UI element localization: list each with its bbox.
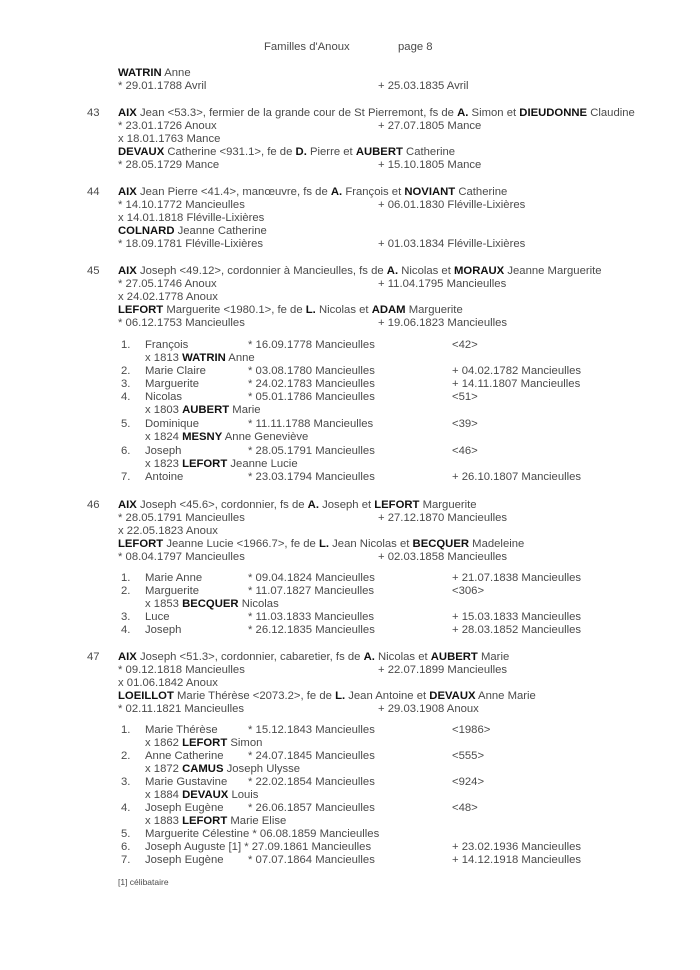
child-name: Dominique xyxy=(145,418,200,430)
child-number: 4. xyxy=(121,391,131,403)
spouse-line: LEFORT Marguerite <1980.1>, fe de L. Nicolas et ADAM Marguerite xyxy=(118,304,463,316)
child-name: Marie Thérèse xyxy=(145,724,218,736)
child-name-and-birth: Joseph Auguste [1] * 27.09.1861 Mancieulles xyxy=(145,841,372,853)
child-death: + 14.11.1807 Mancieulles xyxy=(452,378,581,390)
child-marriage: x 1823 LEFORT Jeanne Lucie xyxy=(145,458,298,470)
child-number: 7. xyxy=(121,471,131,483)
marriage: x 01.06.1842 Anoux xyxy=(118,677,218,689)
head-birth: * 14.10.1772 Mancieulles xyxy=(118,199,245,211)
child-birth: * 05.01.1786 Mancieulles xyxy=(248,391,375,403)
spouse-birth: * 02.11.1821 Mancieulles xyxy=(118,703,245,715)
child-birth: * 11.03.1833 Mancieulles xyxy=(248,611,375,623)
child-number: 6. xyxy=(121,841,131,853)
child-death: + 26.10.1807 Mancieulles xyxy=(452,471,582,483)
head-death: + 11.04.1795 Mancieulles xyxy=(378,278,507,290)
child-number: 3. xyxy=(121,611,131,623)
child-number: 7. xyxy=(121,854,131,866)
head-line: AIX Joseph <51.3>, cordonnier, cabaretier, fs de A. Nicolas et AUBERT Marie xyxy=(118,651,510,663)
child-marriage: x 1884 DEVAUX Louis xyxy=(145,789,259,801)
child-birth: * 11.11.1788 Mancieulles xyxy=(248,418,374,430)
child-marriage: x 1803 AUBERT Marie xyxy=(145,404,261,416)
marriage: x 14.01.1818 Fléville-Lixières xyxy=(118,212,265,224)
child-number: 2. xyxy=(121,750,131,762)
head-death: + 27.07.1805 Mance xyxy=(378,120,482,132)
prelude-death: + 25.03.1835 Avril xyxy=(378,80,469,92)
head-death: + 27.12.1870 Mancieulles xyxy=(378,512,508,524)
child-name: Joseph Eugène xyxy=(145,802,224,814)
child-birth: * 26.12.1835 Mancieulles xyxy=(248,624,375,636)
page-number: page 8 xyxy=(398,41,433,53)
head-line: AIX Jean Pierre <41.4>, manœuvre, fs de A. François et NOVIANT Catherine xyxy=(118,186,508,198)
child-name: Luce xyxy=(145,611,170,623)
child-birth: * 09.04.1824 Mancieulles xyxy=(248,572,375,584)
head-birth: * 23.01.1726 Anoux xyxy=(118,120,217,132)
spouse-death: + 02.03.1858 Mancieulles xyxy=(378,551,508,563)
child-number: 1. xyxy=(121,724,131,736)
child-death: + 15.03.1833 Mancieulles xyxy=(452,611,582,623)
child-ref: <48> xyxy=(452,802,478,814)
child-marriage: x 1883 LEFORT Marie Elise xyxy=(145,815,287,827)
entry-number: 43 xyxy=(87,107,100,119)
spouse-line: LEFORT Jeanne Lucie <1966.7>, fe de L. Jean Nicolas et BECQUER Madeleine xyxy=(118,538,525,550)
head-birth: * 09.12.1818 Mancieulles xyxy=(118,664,245,676)
entry-number: 47 xyxy=(87,651,100,663)
spouse-death: + 19.06.1823 Mancieulles xyxy=(378,317,508,329)
child-ref: <51> xyxy=(452,391,478,403)
child-number: 2. xyxy=(121,365,131,377)
head-birth: * 27.05.1746 Anoux xyxy=(118,278,217,290)
child-number: 4. xyxy=(121,802,131,814)
prelude-spouse-name: WATRIN Anne xyxy=(118,67,191,79)
child-birth: * 23.03.1794 Mancieulles xyxy=(248,471,375,483)
child-name: Joseph xyxy=(145,624,182,636)
spouse-death: + 29.03.1908 Anoux xyxy=(378,703,479,715)
child-name: Antoine xyxy=(145,471,184,483)
child-number: 5. xyxy=(121,828,131,840)
child-marriage: x 1872 CAMUS Joseph Ulysse xyxy=(145,763,301,775)
child-ref: <39> xyxy=(452,418,478,430)
child-death: + 14.12.1918 Mancieulles xyxy=(452,854,582,866)
child-marriage: x 1813 WATRIN Anne xyxy=(145,352,255,364)
spouse-birth: * 08.04.1797 Mancieulles xyxy=(118,551,245,563)
child-name: Marie Anne xyxy=(145,572,203,584)
child-name: Marguerite xyxy=(145,585,199,597)
child-ref: <555> xyxy=(452,750,485,762)
child-name: Anne Catherine xyxy=(145,750,224,762)
child-death: + 23.02.1936 Mancieulles xyxy=(452,841,582,853)
child-birth: * 28.05.1791 Mancieulles xyxy=(248,445,375,457)
child-name: Joseph Eugène xyxy=(145,854,224,866)
spouse-birth: * 28.05.1729 Mance xyxy=(118,159,220,171)
child-name: Nicolas xyxy=(145,391,183,403)
marriage: x 24.02.1778 Anoux xyxy=(118,291,218,303)
child-number: 4. xyxy=(121,624,131,636)
child-number: 3. xyxy=(121,378,131,390)
head-line: AIX Joseph <49.12>, cordonnier à Mancieulles, fs de A. Nicolas et MORAUX Jeanne Marguerite xyxy=(118,265,602,277)
child-number: 1. xyxy=(121,572,131,584)
child-birth: * 15.12.1843 Mancieulles xyxy=(248,724,375,736)
child-birth: * 03.08.1780 Mancieulles xyxy=(248,365,375,377)
child-marriage: x 1853 BECQUER Nicolas xyxy=(145,598,279,610)
child-death: + 28.03.1852 Mancieulles xyxy=(452,624,582,636)
child-ref: <306> xyxy=(452,585,485,597)
child-birth: * 24.07.1845 Mancieulles xyxy=(248,750,375,762)
head-line: AIX Joseph <45.6>, cordonnier, fs de A. Joseph et LEFORT Marguerite xyxy=(118,499,477,511)
spouse-birth: * 18.09.1781 Fléville-Lixières xyxy=(118,238,264,250)
entry-number: 45 xyxy=(87,265,100,277)
marriage: x 18.01.1763 Mance xyxy=(118,133,221,145)
footnote: [1] célibataire xyxy=(118,877,169,887)
head-line: AIX Jean <53.3>, fermier de la grande cour de St Pierremont, fs de A. Simon et DIEUDONNE Claudine xyxy=(118,107,635,119)
child-death: + 04.02.1782 Mancieulles xyxy=(452,365,582,377)
child-ref: <1986> xyxy=(452,724,491,736)
head-death: + 06.01.1830 Fléville-Lixières xyxy=(378,199,526,211)
entry-number: 46 xyxy=(87,499,100,511)
child-name: Marguerite xyxy=(145,378,199,390)
prelude-birth: * 29.01.1788 Avril xyxy=(118,80,207,92)
spouse-line: COLNARD Jeanne Catherine xyxy=(118,225,267,237)
head-birth: * 28.05.1791 Mancieulles xyxy=(118,512,245,524)
marriage: x 22.05.1823 Anoux xyxy=(118,525,218,537)
child-name-and-birth: Marguerite Célestine * 06.08.1859 Mancieulles xyxy=(145,828,380,840)
spouse-death: + 01.03.1834 Fléville-Lixières xyxy=(378,238,526,250)
child-birth: * 24.02.1783 Mancieulles xyxy=(248,378,375,390)
child-ref: <42> xyxy=(452,339,478,351)
child-marriage: x 1862 LEFORT Simon xyxy=(145,737,263,749)
entry-number: 44 xyxy=(87,186,100,198)
child-name: Marie Claire xyxy=(145,365,206,377)
spouse-birth: * 06.12.1753 Mancieulles xyxy=(118,317,245,329)
child-number: 3. xyxy=(121,776,131,788)
child-birth: * 11.07.1827 Mancieulles xyxy=(248,585,375,597)
child-birth: * 22.02.1854 Mancieulles xyxy=(248,776,375,788)
child-death: + 21.07.1838 Mancieulles xyxy=(452,572,582,584)
page-header xyxy=(0,41,700,55)
head-death: + 22.07.1899 Mancieulles xyxy=(378,664,508,676)
spouse-line: LOEILLOT Marie Thérèse <2073.2>, fe de L. Jean Antoine et DEVAUX Anne Marie xyxy=(118,690,536,702)
document-title: Familles d'Anoux xyxy=(264,41,350,53)
child-ref: <46> xyxy=(452,445,478,457)
child-ref: <924> xyxy=(452,776,485,788)
child-number: 5. xyxy=(121,418,131,430)
spouse-death: + 15.10.1805 Mance xyxy=(378,159,482,171)
child-name: François xyxy=(145,339,189,351)
child-birth: * 07.07.1864 Mancieulles xyxy=(248,854,375,866)
child-number: 1. xyxy=(121,339,131,351)
spouse-line: DEVAUX Catherine <931.1>, fe de D. Pierre et AUBERT Catherine xyxy=(118,146,456,158)
child-name: Marie Gustavine xyxy=(145,776,228,788)
child-number: 2. xyxy=(121,585,131,597)
child-name: Joseph xyxy=(145,445,182,457)
child-birth: * 16.09.1778 Mancieulles xyxy=(248,339,375,351)
child-birth: * 26.06.1857 Mancieulles xyxy=(248,802,375,814)
child-marriage: x 1824 MESNY Anne Geneviève xyxy=(145,431,309,443)
child-number: 6. xyxy=(121,445,131,457)
